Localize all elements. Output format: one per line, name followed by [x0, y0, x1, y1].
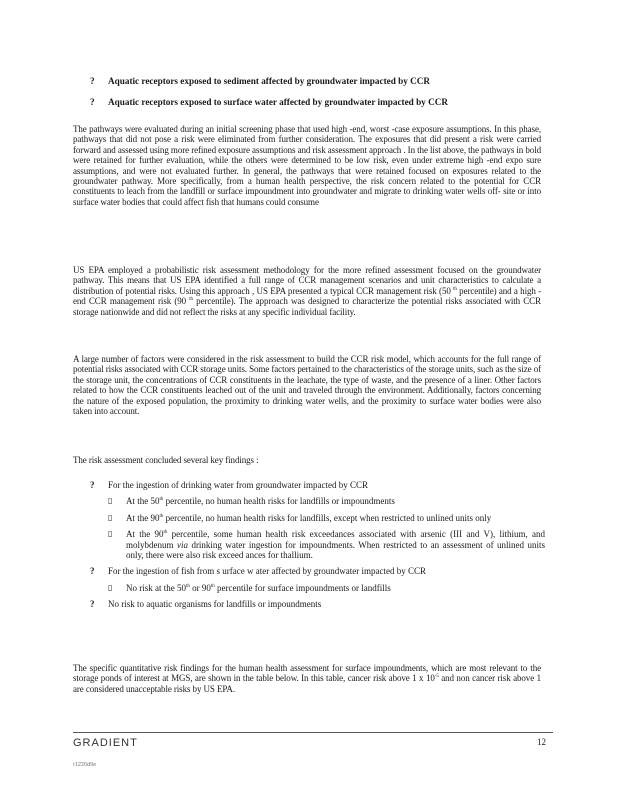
bullet-text: Aquatic receptors exposed to sediment affected by groundwater impacted by CCR	[108, 75, 431, 86]
sub-finding	[126, 583, 391, 593]
paragraph-probabilistic	[73, 265, 541, 317]
superscript: th	[163, 530, 168, 536]
gradient-logo: GRADIENT	[73, 737, 138, 749]
sub-finding-text: percentile, some human health risk exceedances associated with arsenic (III and V), lithium, and molybdenum	[126, 529, 545, 550]
finding-text: No risk to aquatic organisms for landfills or impoundments	[108, 599, 322, 610]
superscript: th	[159, 513, 164, 519]
box-bullet-icon: ▯	[108, 512, 113, 522]
superscript: th	[210, 583, 215, 589]
superscript: th	[453, 286, 457, 292]
superscript: -5	[434, 674, 439, 680]
page-number: 12	[537, 737, 546, 747]
bullet-marker: ?	[90, 566, 95, 577]
list-item	[90, 599, 545, 609]
sub-list-item	[108, 529, 545, 560]
paragraph-factors: A large number of factors were considered in the risk assessment to build the CCR risk model, which accounts for the full range of potential risks associated with CCR storage units. Some factors pertained to the characteristics of the storage units, such as the size of the storage unit, the concentrations of CCR constituents in the leachate, the type of waste, and the presence of a liner. Other factors related to how the CCR constituents leached out of the unit and traveled through the environment. Additionally, factors concerning the nature of the exposed population, the proximity to drinking water wells, and the proximity to surface water bodies were also taken into account.	[73, 354, 541, 417]
sub-finding	[126, 513, 491, 523]
box-bullet-icon: ▯	[108, 496, 113, 506]
sub-finding-text: At the 50	[126, 496, 160, 507]
sub-finding	[126, 496, 395, 506]
paragraph-pathways: The pathways were evaluated during an initial screening phase that used high -end, worst -case exposure assumptions. In this phase, pathways that did not pose a risk were eliminated from further consideration. The exposures that did present a risk were carried forward and assessed using more refined exposure assumptions and risk assessment approach . In the list above, the pathways in bold were retained for further evaluation, while the others were determined to be low risk, even under extreme high -end expo sure assumptions, and were not evaluated further. In general, the pathways that were retained focused on exposures related to the groundwater pathway. More specifically, from a human health perspective, the risk concern related to the potential for CCR constituents to leach from the landfill or surface impoundment into groundwater and migrate to drinking water wells off- site or into surface water bodies that could affect fish that humans could consume	[73, 124, 541, 207]
paragraph-text: US EPA employed a probabilistic risk assessment methodology for the more refined assessment focused on the groundwater pathway. This means that US EPA identified a full range of CCR management scenarios and unit characteristics to calculate a distribution of potential risks. Using this approach , US EPA presented a typical CCR management risk (50	[73, 265, 541, 296]
superscript: th	[186, 583, 190, 589]
bullet-text: Aquatic receptors exposed to surface water affected by groundwater impacted by CCR	[108, 96, 448, 107]
sub-finding-text: No risk at the 50	[126, 582, 186, 593]
sub-finding-text: percentile, no human health risks for landfills or impoundments	[165, 496, 395, 507]
bullet-marker: ?	[90, 96, 95, 107]
footer-divider	[73, 732, 553, 733]
box-bullet-icon: ▯	[108, 529, 113, 539]
bullet-marker: ?	[90, 599, 95, 610]
sub-finding-text: drinking water ingestion for impoundments. When restricted to an assessment of unlined units only, there were also risk exceed ances for thallium.	[126, 539, 546, 561]
paragraph-text: The specific quantitative risk findings for the human health assessment for surface impoundments, which are most relevant to the storage ponds of interest at MGS, are shown in the table below. In this table, cancer risk above 1 x 10	[73, 663, 541, 684]
superscript: th	[159, 497, 164, 503]
sub-finding-text: or 90	[192, 582, 211, 593]
finding-text: For the ingestion of drinking water from groundwater impacted by CCR	[108, 480, 368, 490]
list-item	[90, 91, 560, 112]
superscript: th	[189, 297, 193, 303]
paragraph-text: percentile). The approach was designed to characterize the potential risks associated with CCR storage nationwide and did not reflect the risks at any specific individual facility.	[73, 296, 541, 317]
paragraph-findings-intro: The risk assessment concluded several key findings :	[73, 455, 259, 465]
document-id: r1220d9e	[73, 762, 97, 768]
sub-finding-text: At the 90	[126, 529, 164, 540]
sub-finding-italic: via	[176, 539, 188, 550]
list-item	[90, 70, 560, 91]
findings-list	[90, 480, 545, 616]
sub-finding	[126, 529, 545, 560]
bullet-marker: ?	[90, 480, 95, 490]
paragraph-text: and non cancer risk above 1 are considered unacceptable risks by US EPA.	[73, 673, 541, 694]
sub-finding-text: percentile for surface impoundments or landfills	[217, 582, 391, 593]
paragraph-quantitative	[73, 663, 541, 694]
pathway-bullet-list	[90, 70, 560, 112]
list-item	[90, 566, 545, 576]
paragraph-text: percentile) and a high -end CCR management risk (90	[73, 285, 542, 307]
sub-finding-text: At the 90	[126, 512, 160, 523]
bullet-marker: ?	[90, 75, 95, 86]
finding-text: For the ingestion of fish from s urface w ater affected by groundwater impacted by CCR	[108, 566, 426, 577]
sub-list-item	[108, 583, 545, 593]
sub-list-item	[108, 496, 545, 506]
list-item	[90, 480, 545, 490]
sub-finding-text: percentile, no human health risks for landfills, except when restricted to unlined units only	[165, 512, 492, 523]
sub-list-item	[108, 513, 545, 523]
box-bullet-icon: ▯	[108, 582, 113, 592]
